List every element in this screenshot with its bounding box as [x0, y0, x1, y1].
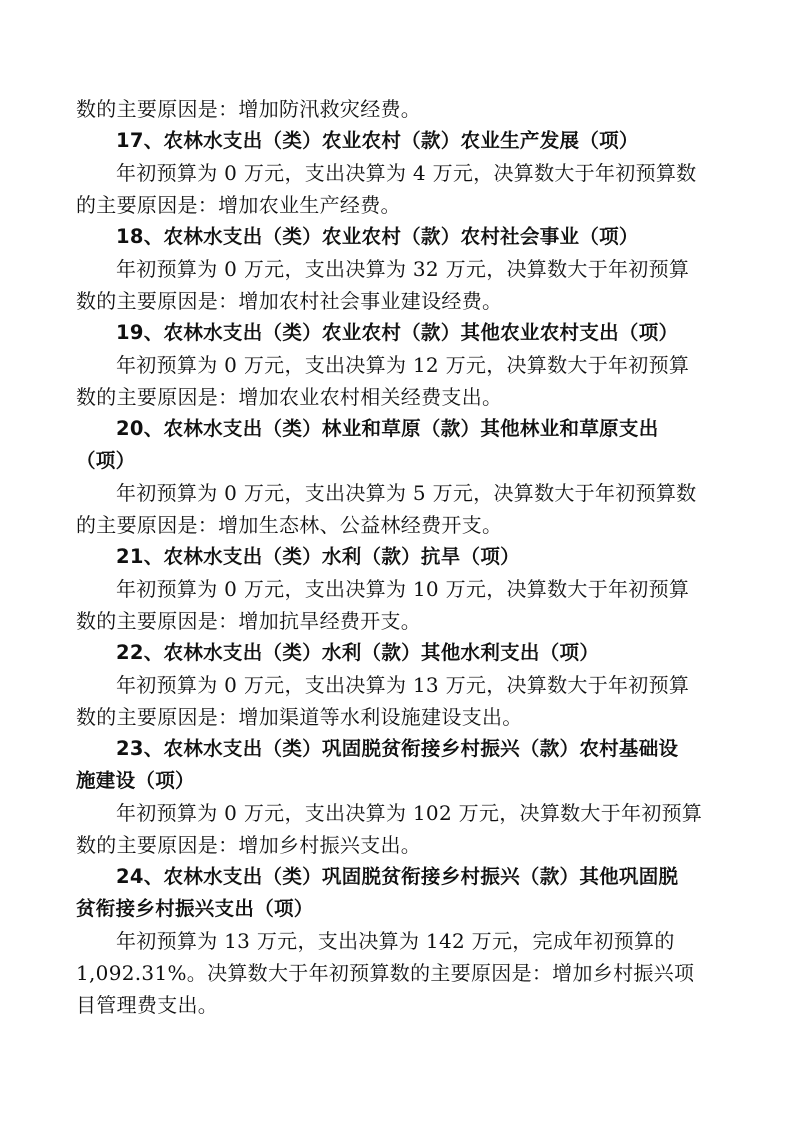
section-heading-24-continued: 贫衔接乡村振兴支出（项）	[76, 897, 314, 920]
section-heading-20-continued: （项）	[76, 449, 136, 472]
paragraph-line: 数的主要原因是：增加抗旱经费开支。	[76, 609, 422, 633]
paragraph-line: 数的主要原因是：增加渠道等水利设施建设支出。	[76, 705, 523, 729]
paragraph-line: 年初预算为 13 万元，支出决算为 142 万元，完成年初预算的	[116, 929, 675, 953]
section-heading-17: 17、农林水支出（类）农业农村（款）农业生产发展（项）	[116, 129, 639, 152]
section-heading-21: 21、农林水支出（类）水利（款）抗旱（项）	[116, 545, 520, 568]
paragraph-line: 目管理费支出。	[76, 993, 219, 1017]
paragraph-line: 年初预算为 0 万元，支出决算为 12 万元，决算数大于年初预算	[116, 353, 690, 377]
section-heading-24: 24、农林水支出（类）巩固脱贫衔接乡村振兴（款）其他巩固脱	[116, 865, 679, 888]
paragraph-line: 年初预算为 0 万元，支出决算为 102 万元，决算数大于年初预算	[116, 801, 703, 825]
paragraph-line: 数的主要原因是：增加防汛救灾经费。	[76, 97, 422, 121]
document-body	[76, 93, 724, 1021]
paragraph-line: 年初预算为 0 万元，支出决算为 4 万元，决算数大于年初预算数	[116, 161, 697, 185]
paragraph-line: 年初预算为 0 万元，支出决算为 32 万元，决算数大于年初预算	[116, 257, 690, 281]
section-heading-22: 22、农林水支出（类）水利（款）其他水利支出（项）	[116, 641, 600, 664]
paragraph-line: 数的主要原因是：增加农业农村相关经费支出。	[76, 385, 503, 409]
paragraph-line: 年初预算为 0 万元，支出决算为 13 万元，决算数大于年初预算	[116, 673, 690, 697]
paragraph-line: 的主要原因是：增加农业生产经费。	[76, 193, 401, 217]
paragraph-line: 数的主要原因是：增加农村社会事业建设经费。	[76, 289, 503, 313]
paragraph-line: 的主要原因是：增加生态林、公益林经费开支。	[76, 513, 503, 537]
paragraph-line: 年初预算为 0 万元，支出决算为 5 万元，决算数大于年初预算数	[116, 481, 697, 505]
section-heading-20: 20、农林水支出（类）林业和草原（款）其他林业和草原支出	[116, 417, 659, 440]
section-heading-19: 19、农林水支出（类）农业农村（款）其他农业农村支出（项）	[116, 321, 679, 344]
paragraph-line: 数的主要原因是：增加乡村振兴支出。	[76, 833, 422, 857]
paragraph-line: 1,092.31%。决算数大于年初预算数的主要原因是：增加乡村振兴项	[76, 961, 695, 985]
section-heading-23: 23、农林水支出（类）巩固脱贫衔接乡村振兴（款）农村基础设	[116, 737, 679, 760]
section-heading-18: 18、农林水支出（类）农业农村（款）农村社会事业（项）	[116, 225, 639, 248]
section-heading-23-continued: 施建设（项）	[76, 769, 195, 792]
paragraph-line: 年初预算为 0 万元，支出决算为 10 万元，决算数大于年初预算	[116, 577, 690, 601]
